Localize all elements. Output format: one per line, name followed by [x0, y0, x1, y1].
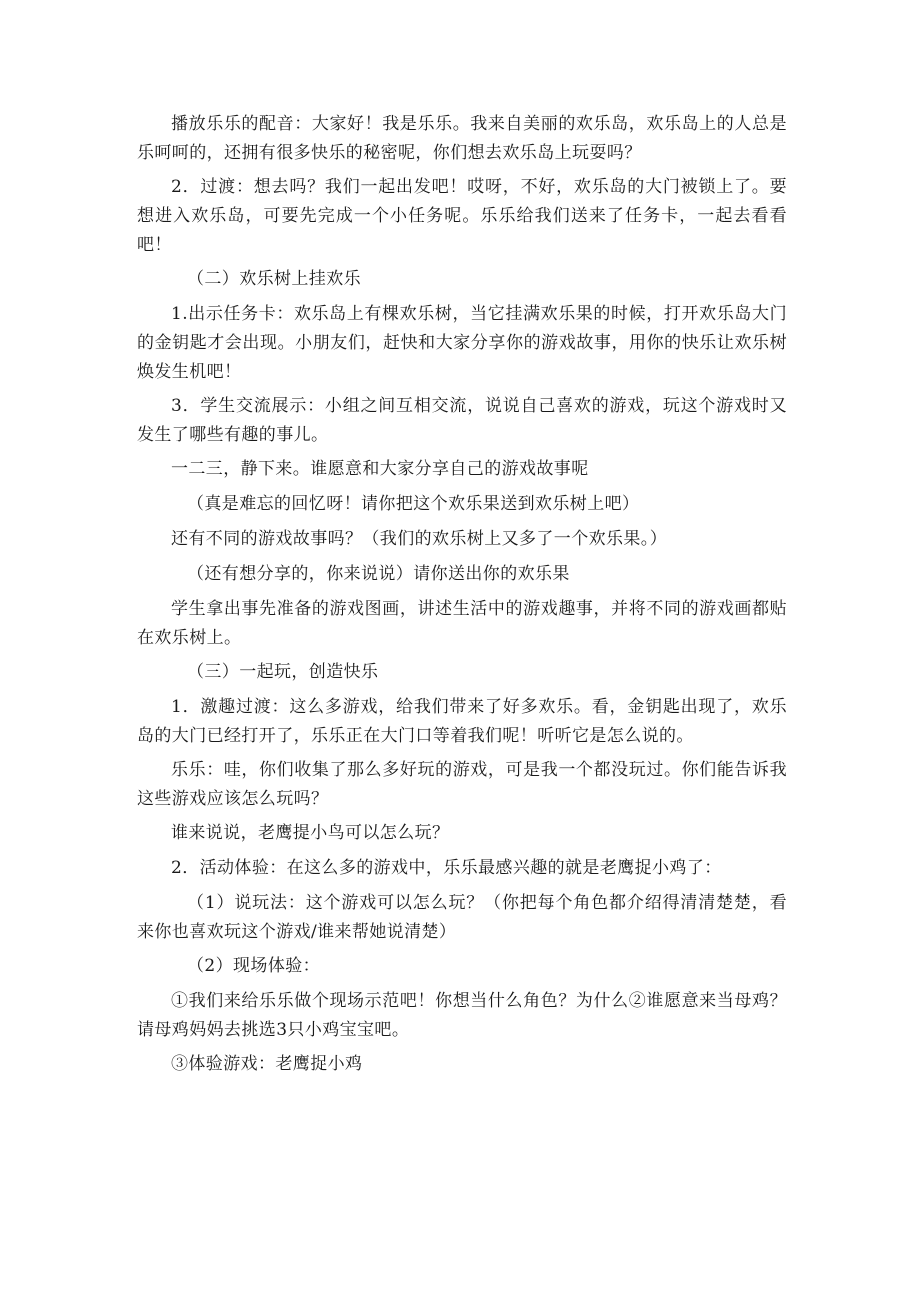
paragraph-activity: 2．活动体验：在这么多的游戏中，乐乐最感兴趣的就是老鹰捉小鸡了：	[171, 858, 722, 878]
paragraph-student-sharing: 3．学生交流展示：小组之间互相交流，说说自己喜欢的游戏，玩这个游戏时又发生了哪些有趣的事儿。	[137, 396, 787, 445]
paragraph-rules: （1）说玩法：这个游戏可以怎么玩？（你把每个角色都介绍得清清楚楚，看来你也喜欢玩这个游戏/谁来帮她说清楚）	[137, 893, 787, 942]
paragraph-demo: ①我们来给乐乐做个现场示范吧！你想当什么角色？为什么②谁愿意来当母鸡？请母鸡妈妈去挑选3只小鸡宝宝吧。	[137, 991, 787, 1040]
section-heading-2: （二）欢乐树上挂欢乐	[187, 269, 361, 289]
paragraph-eagle-question: 谁来说说，老鹰提小鸟可以怎么玩？	[171, 823, 450, 843]
paragraph-task-card: 1.出示任务卡：欢乐岛上有棵欢乐树，当它挂满欢乐果的时候，打开欢乐岛大门的金钥匙才会出现。小朋友们，赶快和大家分享你的游戏故事，用你的快乐让欢乐树焕发生机吧！	[137, 304, 787, 382]
paragraph-golden-key: 1．激趣过渡：这么多游戏，给我们带来了好多欢乐。看，金钥匙出现了，欢乐岛的大门已经打开了，乐乐正在大门口等着我们呢！听听它是怎么说的。	[137, 697, 787, 746]
paragraph-memory-note: （真是难忘的回忆呀！请你把这个欢乐果送到欢乐树上吧）	[187, 494, 640, 514]
paragraph-live-experience: （2）现场体验：	[187, 956, 321, 976]
paragraph-send-fruit: （还有想分享的，你来说说）请你送出你的欢乐果	[187, 564, 570, 584]
paragraph-quiet-down: 一二三，静下来。谁愿意和大家分享自己的游戏故事呢	[171, 459, 589, 479]
document-page	[137, 110, 787, 1085]
paragraph-intro-audio: 播放乐乐的配音：大家好！我是乐乐。我来自美丽的欢乐岛，欢乐岛上的人总是乐呵呵的，还拥有很多快乐的秘密呢，你们想去欢乐岛上玩耍吗？	[137, 114, 787, 163]
paragraph-transition: 2．过渡：想去吗？我们一起出发吧！哎呀，不好，欢乐岛的大门被锁上了。要想进入欢乐岛，可要先完成一个小任务呢。乐乐给我们送来了任务卡，一起去看看吧！	[137, 177, 787, 255]
paragraph-drawings: 学生拿出事先准备的游戏图画，讲述生活中的游戏趣事，并将不同的游戏画都贴在欢乐树上。	[137, 599, 787, 648]
paragraph-play-game: ③体验游戏：老鹰捉小鸡	[171, 1054, 363, 1074]
section-heading-3: （三）一起玩，创造快乐	[187, 662, 379, 682]
paragraph-lele-speech: 乐乐：哇，你们收集了那么多好玩的游戏，可是我一个都没玩过。你们能告诉我这些游戏应该怎么玩吗？	[137, 760, 787, 809]
paragraph-more-stories: 还有不同的游戏故事吗？（我们的欢乐树上又多了一个欢乐果。）	[171, 529, 668, 549]
